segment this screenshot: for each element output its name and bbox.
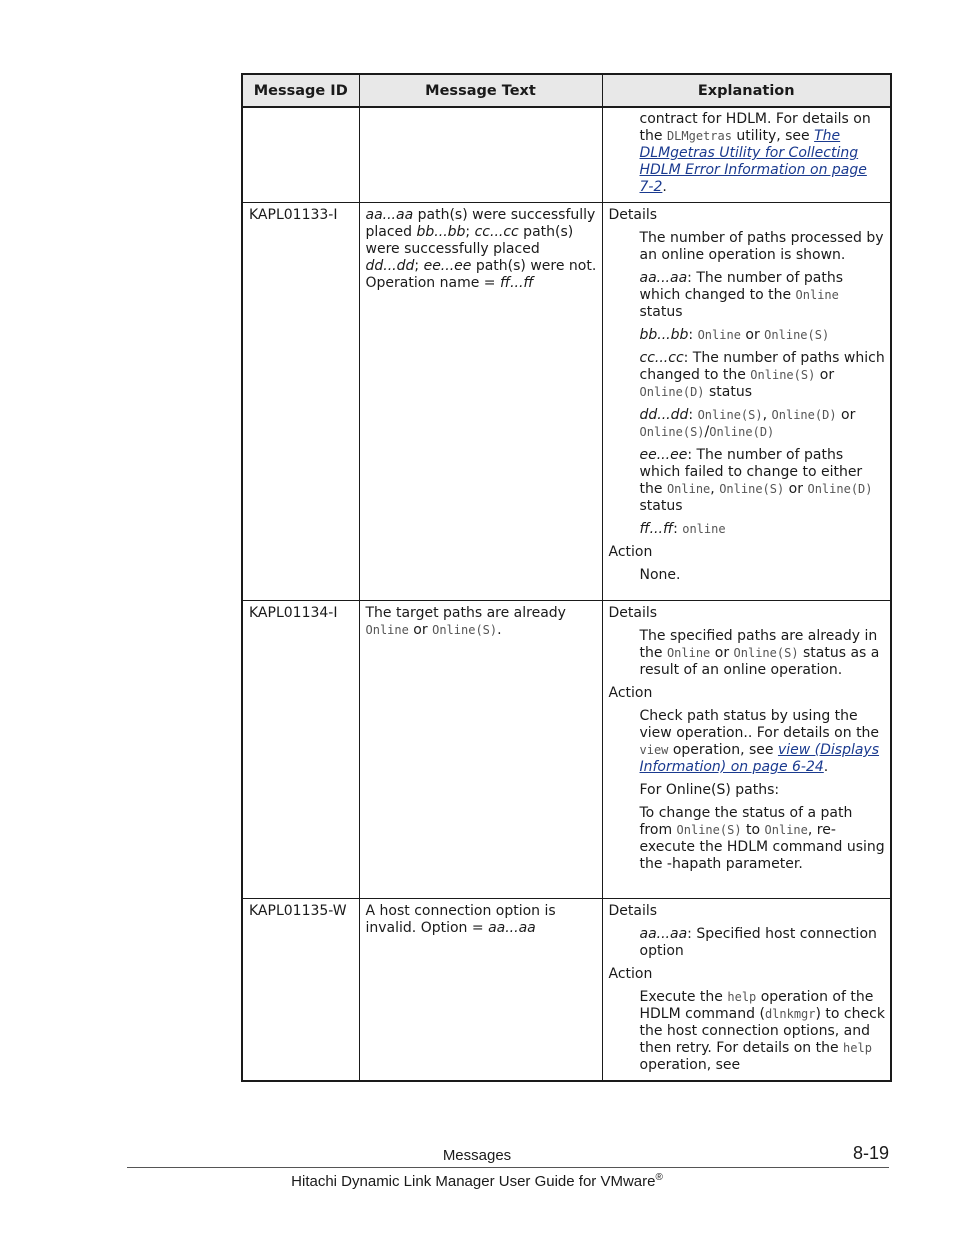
page-number: 8-19 bbox=[852, 1143, 889, 1163]
explanation-cell bbox=[602, 601, 891, 899]
action-paragraph: To change the status of a path from Online(S) to Online, re-execute the HDLM command using the -hapath parameter. bbox=[639, 805, 885, 872]
document-title: Hitachi Dynamic Link Manager User Guide for VMware® bbox=[291, 1172, 663, 1190]
details-paragraph: cc...cc: The number of paths which changed to the Online(S) or Online(D) status bbox=[639, 350, 885, 400]
explanation-cell bbox=[602, 899, 891, 1082]
footer-section-name: Messages bbox=[442, 1147, 512, 1164]
message-id-cell: KAPL01135-W bbox=[242, 899, 359, 1082]
table-row bbox=[242, 203, 891, 601]
details-label: Details bbox=[608, 207, 658, 223]
message-id-cell bbox=[242, 107, 359, 203]
action-paragraph: For Online(S) paths: bbox=[639, 782, 780, 798]
message-id-cell: KAPL01134-I bbox=[242, 601, 359, 899]
view-operation-link[interactable]: view (Displays Information) on page 6-24 bbox=[639, 742, 880, 775]
message-text-cell bbox=[359, 107, 602, 203]
table-row bbox=[242, 601, 891, 899]
details-paragraph: ee...ee: The number of paths which failed to change to either the Online, Online(S) or Online(D) status bbox=[639, 447, 873, 514]
details-paragraph: aa...aa: The number of paths which changed to the Online status bbox=[639, 270, 843, 320]
details-label: Details bbox=[608, 903, 658, 919]
action-paragraph: Check path status by using the view operation.. For details on the view operation, see view (Displays Information) on page 6-24. bbox=[639, 708, 880, 775]
continued-explanation: contract for HDLM. For details on the DLMgetras utility, see The DLMgetras Utility for Collecting HDLM Error Information on page 7-2. bbox=[639, 111, 871, 195]
message-id-cell: KAPL01133-I bbox=[242, 203, 359, 601]
details-paragraph: bb...bb: Online or Online(S) bbox=[639, 327, 830, 343]
table-row bbox=[242, 899, 891, 1082]
header-message-id: Message ID bbox=[242, 74, 359, 107]
action-label: Action bbox=[608, 966, 653, 982]
message-text-cell: aa...aa path(s) were successfully placed bb...bb; cc...cc path(s) were successfully placed dd...dd; ee...ee path(s) were not. Operation name = ff...ff bbox=[359, 203, 602, 601]
header-message-text: Message Text bbox=[359, 74, 602, 107]
message-text-cell: The target paths are already Online or Online(S). bbox=[359, 601, 602, 899]
details-paragraph: ff...ff: online bbox=[639, 521, 726, 537]
table-header-row bbox=[242, 74, 891, 107]
action-label: Action bbox=[608, 685, 653, 701]
action-label: Action bbox=[608, 544, 653, 560]
header-explanation: Explanation bbox=[602, 74, 891, 107]
message-table bbox=[241, 73, 892, 1082]
footer-divider bbox=[127, 1167, 889, 1168]
details-paragraph: aa...aa: Specified host connection option bbox=[639, 926, 877, 959]
table-row bbox=[242, 107, 891, 203]
details-paragraph: dd...dd: Online(S), Online(D) or Online(S)/Online(D) bbox=[639, 407, 856, 440]
message-text-cell: A host connection option is invalid. Option = aa...aa bbox=[359, 899, 602, 1082]
action-paragraph: Execute the help operation of the HDLM command (dlnkmgr) to check the host connection options, and then retry. For details on the help operation, see bbox=[639, 989, 885, 1073]
details-paragraph: The number of paths processed by an online operation is shown. bbox=[639, 230, 884, 263]
dlmgetras-utility-link[interactable]: The DLMgetras Utility for Collecting HDLM Error Information on page 7-2 bbox=[639, 128, 867, 195]
action-paragraph: None. bbox=[639, 567, 681, 583]
explanation-cell bbox=[602, 107, 891, 203]
explanation-cell bbox=[602, 203, 891, 601]
details-paragraph: The specified paths are already in the Online or Online(S) status as a result of an online operation. bbox=[639, 628, 880, 678]
details-label: Details bbox=[608, 605, 658, 621]
